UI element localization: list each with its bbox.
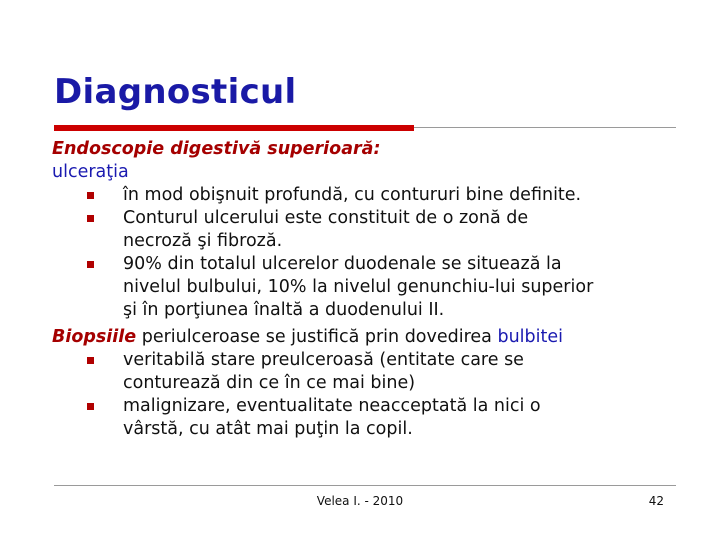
- list-item: [52, 184, 692, 207]
- page-number: 42: [648, 494, 664, 508]
- bullet-text-line: malignizare, eventualitate neacceptată la nici o: [123, 396, 541, 416]
- bullet-text-line: conturează din ce în ce mai bine): [123, 373, 416, 393]
- bullet-text-line: vârstă, cu atât mai puţin la copil.: [123, 419, 413, 439]
- slide-title: Diagnosticul: [54, 72, 297, 112]
- section-subheading-ulceration: ulceraţia: [52, 162, 129, 182]
- list-item: [52, 253, 692, 322]
- list-item: [52, 349, 692, 395]
- slide-body: [52, 138, 692, 441]
- bullet-text-line: nivelul bulbului, 10% la nivelul genunchiu-lui superior: [123, 277, 594, 297]
- bullet-text-line: veritabilă stare preulceroasă (entitate care se: [123, 350, 524, 370]
- bullet-text-line: în mod obişnuit profundă, cu contururi bine definite.: [123, 185, 582, 205]
- bullet-text-line: necroză şi fibroză.: [123, 231, 283, 251]
- footer-author: Velea I. - 2010: [316, 494, 404, 508]
- title-underline-rule: [414, 127, 676, 128]
- list-item: [52, 207, 692, 253]
- section-heading-biopsy: Biopsiile: [52, 327, 137, 347]
- square-bullet-icon: [87, 261, 94, 268]
- bullet-text-line: Conturul ulcerului este constituit de o zonă de: [123, 208, 529, 228]
- square-bullet-icon: [87, 357, 94, 364]
- bullet-text-line: şi în porţiunea înaltă a duodenului II.: [123, 300, 445, 320]
- square-bullet-icon: [87, 403, 94, 410]
- list-item: [52, 395, 692, 441]
- biopsy-paragraph: [52, 326, 692, 349]
- footer-divider: [54, 485, 676, 486]
- biopsy-bullet-list: [52, 349, 692, 441]
- square-bullet-icon: [87, 192, 94, 199]
- endoscopy-bullet-list: [52, 184, 692, 322]
- title-underline-accent: [54, 125, 414, 131]
- section-heading-endoscopy: Endoscopie digestivă superioară:: [52, 139, 381, 159]
- square-bullet-icon: [87, 215, 94, 222]
- biopsy-text: periulceroase se justifică prin dovedirea: [136, 327, 498, 347]
- biopsy-highlight: bulbitei: [497, 327, 563, 347]
- bullet-text-line: 90% din totalul ulcerelor duodenale se situează la: [123, 254, 562, 274]
